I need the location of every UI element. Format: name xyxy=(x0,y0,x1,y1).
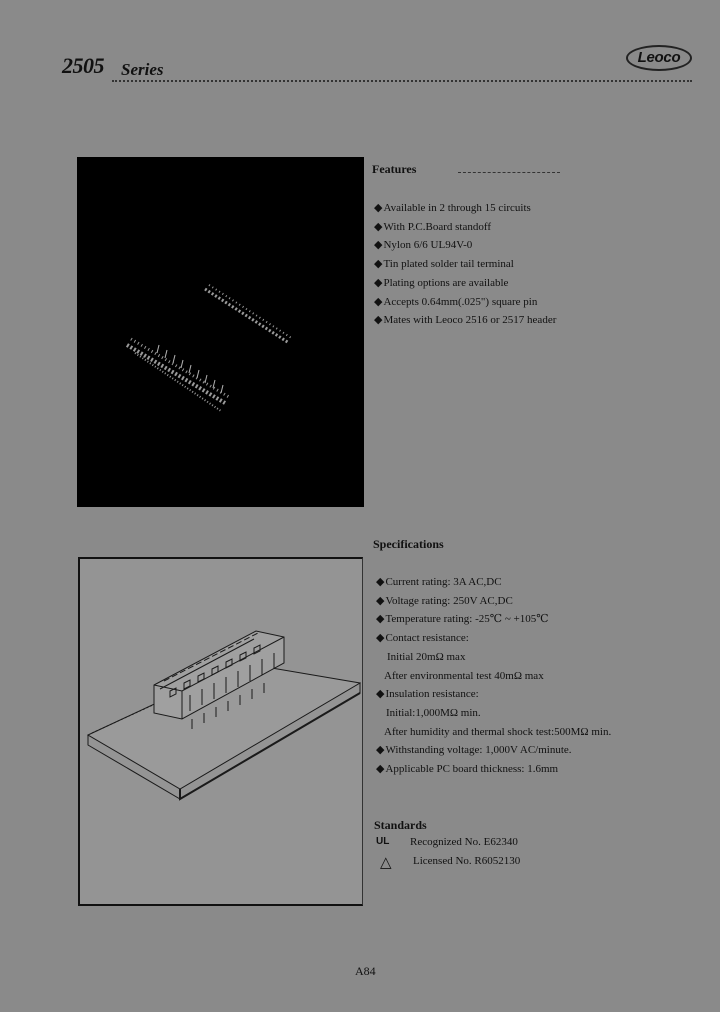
diamond-bullet-icon: ◆ xyxy=(374,258,383,271)
leoco-logo xyxy=(626,45,692,71)
diamond-bullet-icon: ◆ xyxy=(376,744,385,757)
feature-item: ◆Tin plated solder tail terminal xyxy=(374,258,514,271)
standards-heading: Standards xyxy=(374,818,427,832)
spec-subitem: Initial:1,000MΩ min. xyxy=(386,706,481,719)
logo-text: Leoco xyxy=(637,49,681,66)
diamond-bullet-icon: ◆ xyxy=(376,632,385,645)
diamond-bullet-icon: ◆ xyxy=(376,576,385,588)
diamond-bullet-icon: ◆ xyxy=(374,202,383,214)
features-divider xyxy=(458,172,560,173)
diamond-bullet-icon: ◆ xyxy=(374,276,383,289)
header-divider xyxy=(112,80,692,82)
spec-item: ◆Temperature rating: -25℃ ~ +105℃ xyxy=(376,613,549,626)
ul-mark-icon: UL xyxy=(376,836,390,847)
feature-item: ◆Available in 2 through 15 circuits xyxy=(374,202,531,214)
specifications-list xyxy=(376,573,611,779)
diamond-bullet-icon: ◆ xyxy=(374,295,383,308)
spec-subitem: Initial 20mΩ max xyxy=(387,650,466,663)
page-number: A84 xyxy=(355,964,376,978)
connector-drawing xyxy=(80,559,361,904)
csa-mark-icon: △ xyxy=(380,855,392,871)
feature-item: ◆Accepts 0.64mm(.025") square pin xyxy=(374,295,538,308)
spec-subitem: After environmental test 40mΩ max xyxy=(384,669,544,682)
spec-item: ◆Withstanding voltage: 1,000V AC/minute. xyxy=(376,744,572,757)
ul-recognition-text: Recognized No. E62340 xyxy=(410,836,518,848)
spec-item: ◆Contact resistance: xyxy=(376,632,469,645)
connector-photo-image xyxy=(77,157,364,507)
diamond-bullet-icon: ◆ xyxy=(376,763,385,776)
specifications-heading: Specifications xyxy=(373,537,444,551)
series-word: Series xyxy=(121,60,164,79)
spec-subitem: After humidity and thermal shock test:500MΩ min. xyxy=(384,725,612,738)
feature-item: ◆Plating options are available xyxy=(374,276,509,289)
diamond-bullet-icon: ◆ xyxy=(374,220,383,233)
diamond-bullet-icon: ◆ xyxy=(374,239,383,252)
features-heading: Features xyxy=(372,162,417,176)
diamond-bullet-icon: ◆ xyxy=(376,594,385,607)
connector-drawing-frame xyxy=(78,557,363,906)
feature-item: ◆Nylon 6/6 UL94V-0 xyxy=(374,239,473,252)
feature-item: ◆With P.C.Board standoff xyxy=(374,220,491,233)
spec-item: ◆Insulation resistance: xyxy=(376,688,479,701)
product-photo xyxy=(77,157,364,507)
diamond-bullet-icon: ◆ xyxy=(376,613,385,626)
features-list xyxy=(374,199,556,330)
spec-item: ◆Voltage rating: 250V AC,DC xyxy=(376,594,513,607)
spec-item: ◆Applicable PC board thickness: 1.6mm xyxy=(376,763,559,776)
series-number: 2505 xyxy=(62,53,104,78)
spec-item: ◆Current rating: 3A AC,DC xyxy=(376,576,502,588)
csa-license-text: Licensed No. R6052130 xyxy=(413,855,521,867)
diamond-bullet-icon: ◆ xyxy=(374,314,383,327)
diamond-bullet-icon: ◆ xyxy=(376,688,385,701)
feature-item: ◆Mates with Leoco 2516 or 2517 header xyxy=(374,314,557,327)
